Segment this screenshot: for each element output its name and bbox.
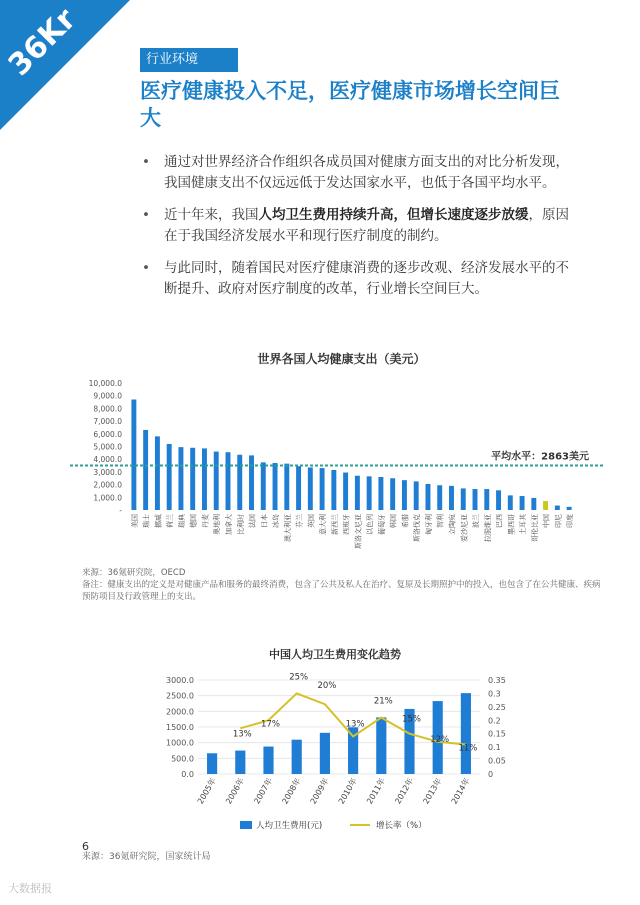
- bullet-dot: •: [142, 260, 150, 276]
- data-label: 15%: [402, 714, 421, 725]
- y-left-tick-label: 500.0: [171, 754, 194, 764]
- china-health-cost-chart: [140, 642, 530, 842]
- x-tick-label: 挪威: [154, 514, 163, 528]
- bar: [390, 478, 395, 510]
- bar: [543, 501, 548, 510]
- bar: [167, 444, 172, 510]
- bar: [178, 447, 183, 510]
- bar: [320, 733, 330, 774]
- bar: [461, 693, 471, 774]
- data-label: 12%: [430, 734, 450, 745]
- bar: [292, 740, 302, 774]
- y-tick-label: 1,000.0: [93, 493, 122, 503]
- bar: [296, 466, 301, 510]
- y-tick-label: 10,000.0: [88, 379, 122, 388]
- y-tick-label: 7,000.0: [93, 417, 122, 427]
- x-tick-label: 瑞典: [177, 514, 186, 528]
- legend-label: 人均卫生费用(元): [256, 821, 323, 831]
- x-tick-label: 波兰: [472, 514, 481, 528]
- bar: [496, 490, 501, 510]
- bullet-text: ，原因在于我国经济发展水平和现行医疗制度的制约。: [164, 207, 569, 244]
- x-tick-label: 瑞士: [142, 514, 151, 528]
- data-label: 21%: [373, 696, 393, 707]
- bar: [555, 506, 560, 510]
- bar: [131, 400, 136, 510]
- y-right-tick-label: 0.15: [488, 729, 506, 739]
- x-tick-label: 奥地利: [213, 514, 222, 535]
- x-tick-label: 芬兰: [295, 514, 304, 528]
- x-tick-label: 韩国: [389, 514, 398, 528]
- legend-label: 增长率（%）: [376, 821, 427, 831]
- reference-label: 平均水平：2863美元: [491, 451, 589, 463]
- x-tick-label: 澳大利亚: [283, 514, 292, 542]
- bar: [425, 484, 430, 510]
- y-tick-label: 9,000.0: [93, 391, 122, 401]
- bar: [367, 476, 372, 510]
- chart-title: 中国人均卫生费用变化趋势: [269, 648, 401, 661]
- y-right-tick-label: 0: [488, 770, 494, 779]
- x-tick-label: 2011年: [365, 776, 388, 806]
- bar: [214, 452, 219, 510]
- bar: [378, 477, 383, 510]
- bar: [508, 495, 513, 510]
- y-left-tick-label: 1500.0: [166, 723, 194, 732]
- x-tick-label: 意大利: [319, 514, 328, 535]
- watermark: 大数据报: [8, 882, 52, 895]
- x-tick-label: 中国: [542, 514, 551, 528]
- x-tick-label: 希腊: [401, 514, 410, 528]
- x-tick-label: 2006年: [224, 776, 247, 806]
- bar: [402, 480, 407, 510]
- bullet-item: [142, 205, 582, 247]
- bar: [155, 436, 160, 510]
- y-right-tick-label: 0.25: [488, 702, 506, 712]
- x-tick-label: 巴西: [495, 514, 504, 528]
- bar: [567, 507, 572, 510]
- section-tag: 行业环境: [140, 48, 238, 72]
- y-left-tick-label: 2000.0: [166, 707, 194, 717]
- bar: [143, 430, 148, 510]
- y-right-tick-label: 0.35: [488, 676, 506, 685]
- x-tick-label: 爱沙尼亚: [460, 514, 469, 542]
- chart2-source: 来源：36氪研究院，国家统计局: [82, 852, 211, 862]
- x-tick-label: 美国: [130, 514, 139, 528]
- x-tick-label: 斯洛伐克: [413, 514, 422, 542]
- bar: [414, 481, 419, 510]
- world-health-spending-chart: [70, 345, 610, 567]
- chart1-remark: 备注：健康支出的定义是对健康产品和服务的最终消费，包含了公共及私人在治疗、复原及长期照护中的投入，也包含了在公共健康、疾病预防项目及行政管理上的支出。: [82, 580, 601, 602]
- y-left-tick-label: 1000.0: [166, 738, 194, 748]
- x-tick-label: 匈牙利: [424, 514, 433, 535]
- bullet-item: [142, 258, 582, 300]
- bar: [235, 751, 245, 774]
- x-tick-label: 2012年: [393, 776, 416, 806]
- y-tick-label: 4,000.0: [93, 455, 122, 465]
- x-tick-label: 斯洛文尼亚: [354, 514, 363, 549]
- x-tick-label: 丹麦: [201, 514, 210, 528]
- y-tick-label: 5,000.0: [93, 442, 122, 452]
- x-tick-label: 2014年: [449, 776, 472, 806]
- bullet-item: [142, 152, 582, 194]
- bar: [320, 468, 325, 510]
- x-tick-label: 比利时: [236, 514, 245, 535]
- data-label: 20%: [317, 681, 337, 692]
- bar: [249, 455, 254, 510]
- bar: [449, 486, 454, 510]
- data-label: 25%: [289, 672, 309, 683]
- x-tick-label: 新西兰: [330, 514, 339, 535]
- x-tick-label: 印度: [566, 514, 575, 528]
- bar: [461, 488, 466, 510]
- x-tick-label: 墨西哥: [507, 514, 516, 535]
- y-left-tick-label: 0.0: [181, 770, 194, 779]
- y-left-tick-label: 2500.0: [166, 691, 194, 701]
- data-label: 11%: [458, 743, 478, 754]
- x-tick-label: 2013年: [421, 776, 444, 806]
- bar: [355, 476, 360, 510]
- y-right-tick-label: 0.3: [488, 689, 501, 699]
- bar: [237, 455, 242, 510]
- y-right-tick-label: 0.05: [488, 756, 506, 766]
- bar: [473, 489, 478, 510]
- bar: [263, 747, 273, 774]
- x-tick-label: 冰岛: [272, 514, 281, 528]
- x-tick-label: 印尼: [554, 514, 563, 528]
- bar: [531, 498, 536, 510]
- x-tick-label: 2005年: [195, 776, 218, 806]
- bullet-dot: •: [142, 207, 150, 223]
- x-tick-label: 2009年: [308, 776, 331, 806]
- x-tick-label: 荷兰: [166, 514, 175, 528]
- bullet-text: 近十年来，我国: [164, 207, 259, 223]
- x-tick-label: 西班牙: [342, 514, 351, 535]
- y-tick-label: 8,000.0: [93, 404, 122, 414]
- bar: [202, 448, 207, 510]
- y-tick-label: -: [119, 506, 122, 515]
- bar: [484, 489, 489, 510]
- brand-logo: [0, 0, 130, 130]
- bar: [273, 463, 278, 510]
- x-tick-label: 智利: [436, 514, 445, 528]
- x-tick-label: 加拿大: [224, 514, 233, 535]
- x-tick-label: 哥伦比亚: [530, 514, 539, 542]
- x-tick-label: 拉脱维亚: [483, 514, 492, 542]
- x-tick-label: 以色列: [366, 514, 375, 535]
- y-right-tick-label: 0.1: [488, 743, 501, 753]
- x-tick-label: 2010年: [336, 776, 359, 806]
- y-tick-label: 3,000.0: [93, 467, 122, 477]
- page-title: 医疗健康投入不足，医疗健康市场增长空间巨大: [140, 79, 560, 130]
- chart1-notes: [82, 567, 602, 603]
- bullet-list: [142, 152, 582, 311]
- data-label: 13%: [345, 719, 365, 730]
- chart1-source: 来源：36氪研究院，OECD: [82, 568, 186, 578]
- bar: [343, 473, 348, 510]
- bar: [308, 467, 313, 510]
- y-left-tick-label: 3000.0: [166, 676, 194, 685]
- bar: [190, 448, 195, 510]
- bullet-dot: •: [142, 154, 150, 170]
- bullet-text: 通过对世界经济合作组织各成员国对健康方面支出的对比分析发现，我国健康支出不仅远远低于发达国家水平，也低于各国平均水平。: [164, 154, 569, 191]
- bar: [261, 462, 266, 510]
- x-tick-label: 葡萄牙: [377, 514, 386, 535]
- x-tick-label: 日本: [260, 514, 269, 528]
- bar: [331, 470, 336, 510]
- x-tick-label: 法国: [248, 514, 257, 528]
- x-tick-label: 立陶宛: [448, 514, 457, 535]
- legend-swatch-bar: [240, 821, 252, 829]
- x-tick-label: 德国: [189, 514, 198, 528]
- y-tick-label: 6,000.0: [93, 429, 122, 439]
- y-right-tick-label: 0.2: [488, 716, 501, 726]
- bar: [437, 485, 442, 510]
- y-tick-label: 2,000.0: [93, 480, 122, 490]
- data-label: 17%: [261, 719, 280, 730]
- logo-text: 36Kr: [1, 1, 83, 83]
- bar: [376, 717, 386, 774]
- chart-title: 世界各国人均健康支出（美元）: [257, 352, 426, 366]
- bar: [284, 464, 289, 510]
- x-tick-label: 2007年: [252, 776, 275, 806]
- page-number: 6: [82, 840, 89, 853]
- bar: [226, 452, 231, 510]
- x-tick-label: 土耳其: [519, 514, 528, 535]
- bullet-text: 与此同时，随着国民对医疗健康消费的逐步改观、经济发展水平的不断提升、政府对医疗制度的改革，行业增长空间巨大。: [164, 260, 569, 297]
- bar: [520, 496, 525, 510]
- bar: [207, 753, 217, 774]
- x-tick-label: 2008年: [280, 776, 303, 806]
- x-tick-label: 英国: [307, 514, 316, 528]
- data-label: 13%: [232, 729, 252, 740]
- bullet-emphasis: 人均卫生费用持续升高，但增长速度逐步放缓: [258, 207, 529, 223]
